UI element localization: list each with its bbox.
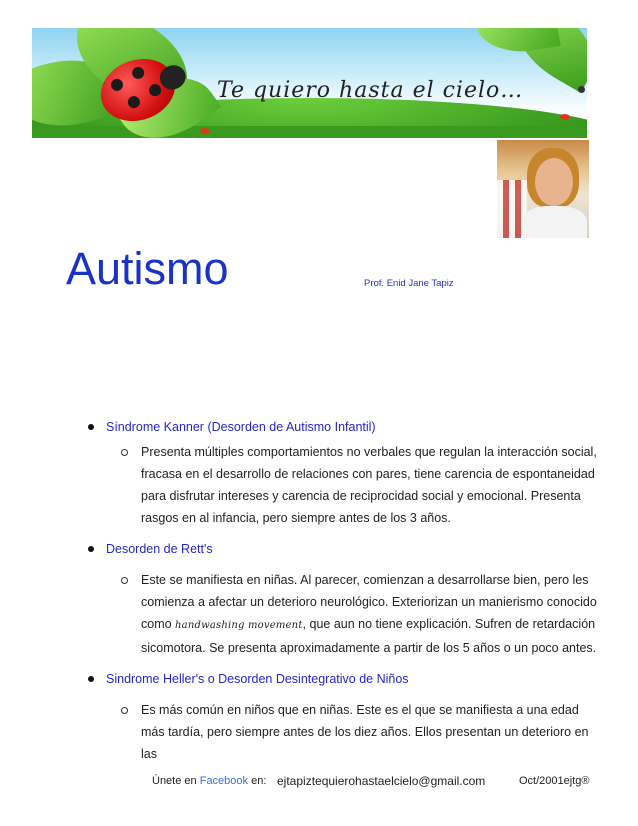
- banner-title: Te quiero hasta el cielo…: [217, 78, 524, 103]
- footer-join-text: Únete en: [152, 775, 197, 787]
- emphasized-term: handwashing movement: [175, 620, 303, 631]
- circle-bullet-icon: [121, 577, 128, 584]
- bullet-icon: [88, 546, 94, 552]
- section-text-before: Este se manifiesta en niñas. Al parecer, comienzan a desarrollarse bien, pero les comienza a afectar un deterioro neurológico. Exteriorizan un manierismo conocido como: [141, 573, 597, 631]
- section-text-after: , que aun no tiene explicación. Sufren de retardación sicomotora. Se presenta aproximadamente a partir de los 5 años o un poco antes.: [141, 617, 597, 655]
- bullet-icon: [88, 424, 94, 430]
- small-ladybug-icon: [560, 114, 570, 120]
- registered-mark-icon: [578, 86, 585, 93]
- section-text: [141, 441, 604, 529]
- content-list: [84, 418, 604, 765]
- section-heading-text: Síndrome Kanner (Desorden de Autismo Infantil): [106, 420, 376, 434]
- author-name: Prof. Enid Jane Tapiz: [364, 278, 454, 289]
- section-heading-text: Desorden de Rett's: [106, 542, 213, 556]
- facebook-link[interactable]: Facebook: [199, 775, 249, 787]
- header-banner: [32, 28, 587, 138]
- section-heading: [84, 418, 604, 436]
- footer-on-text: en:: [251, 775, 267, 787]
- list-item: [84, 418, 604, 529]
- section-text: [141, 569, 604, 659]
- circle-bullet-icon: [121, 707, 128, 714]
- list-item: [84, 540, 604, 659]
- section-heading-text: Sindrome Heller's o Desorden Desintegrativo de Niños: [106, 672, 409, 686]
- author-photo: [497, 140, 589, 238]
- section-heading: [84, 670, 604, 688]
- list-item: [84, 670, 604, 765]
- section-text-content: Es más común en niños que en niñas. Este es el que se manifiesta a una edad más tardía, pero siempre antes de los diez años. Ellos presentan un deterioro en las: [141, 703, 589, 761]
- footer-date-stamp: Oct/2001ejtg®: [519, 775, 590, 787]
- bullet-icon: [88, 676, 94, 682]
- circle-bullet-icon: [121, 449, 128, 456]
- section-text-content: Presenta múltiples comportamientos no verbales que regulan la interacción social, fracasa en el desarrollo de relaciones con pares, tiene carencia de espontaneidad para disfrutar intereses y carencia de reciprocidad social y emocional. Presenta rasgos en al infancia, pero siempre antes de los 3 años.: [141, 445, 597, 525]
- page-title: Autismo: [66, 243, 229, 294]
- banner-ground: [32, 126, 587, 138]
- page-footer: [152, 774, 590, 788]
- footer-email[interactable]: ejtapiztequierohastaelcielo@gmail.com: [277, 774, 486, 788]
- section-text: [141, 699, 604, 765]
- small-ladybug-icon: [200, 128, 210, 134]
- section-heading: [84, 540, 604, 558]
